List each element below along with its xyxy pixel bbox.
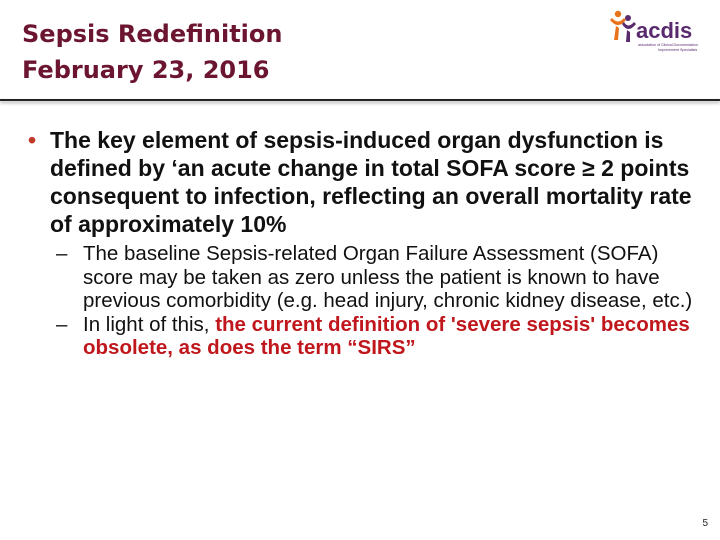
sub-bullet-2-emphasis: the current definition of 'severe sepsis' becomes obsolete, as does the term “SIRS” [83,312,690,360]
sub-bullet-2-plain: In light of this, [83,312,216,336]
sub-bullet-marker: – [56,312,68,336]
title-line-2: February 23, 2016 [22,56,270,84]
acdis-logo [606,8,714,56]
main-bullet [28,126,708,238]
title-line-1: Sepsis Redefinition [22,20,283,48]
sub-bullet-1-text: The baseline Sepsis-related Organ Failure Assessment (SOFA) score may be taken as zero unless the patient is known to have previous comorbidity (e.g. head injury, chronic kidney disease, etc.) [83,242,693,313]
logo-wordmark: acdis [636,18,693,43]
slide-body [28,126,708,360]
header-divider [0,99,720,101]
svg-text:Improvement Specialists: Improvement Specialists [658,48,698,52]
svg-text:association of Clinical Docume: association of Clinical Documentation [638,43,698,47]
slide-title [22,16,282,88]
bullet-marker: • [28,127,37,153]
sub-bullet-marker: – [56,242,68,265]
sub-bullet-1 [56,242,708,313]
figures-icon [610,11,636,42]
main-bullet-text: The key element of sepsis-induced organ dysfunction is defined by ‘an acute change in total SOFA score ≥ 2 points consequent to infection, reflecting an overall mortality rate of approximately 10% [50,127,692,237]
sub-bullet-2 [56,313,708,360]
page-number: 5 [702,518,708,529]
